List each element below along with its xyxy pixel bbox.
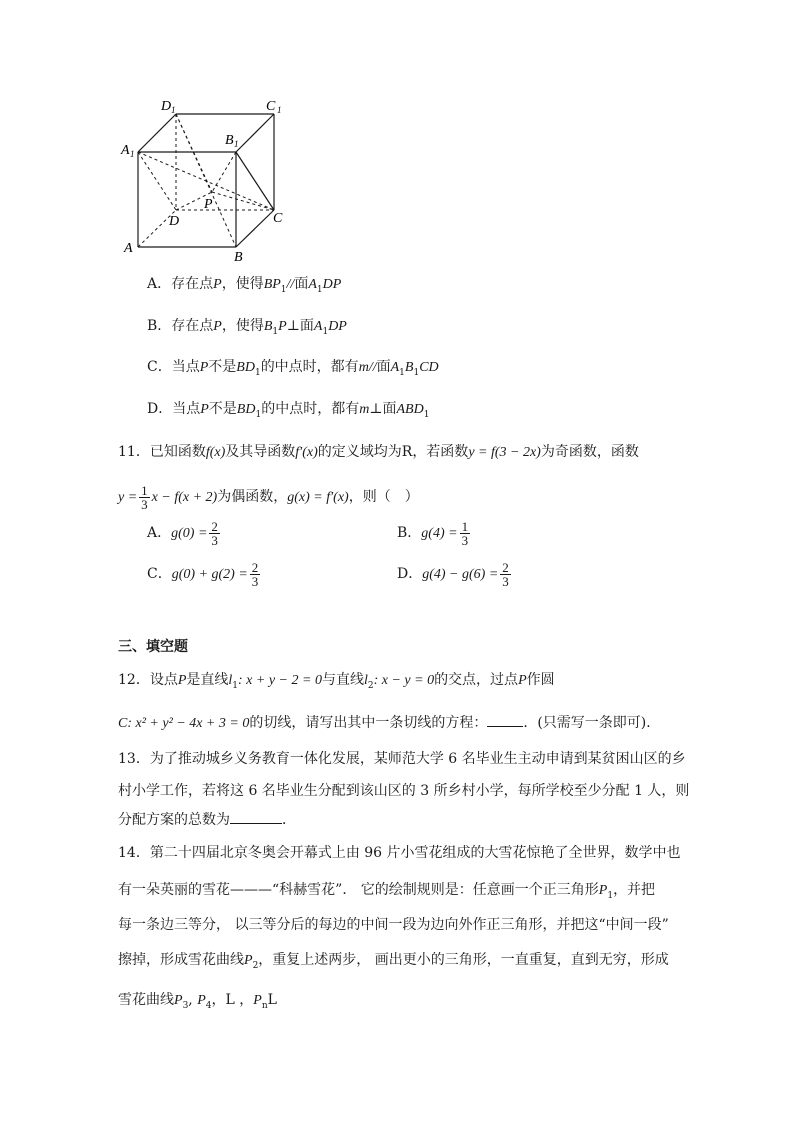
q10-option-b: B．存在点P，使得$B_1P\perp$面$A_1DP$ [147, 318, 347, 337]
q13-line1: 13．为了推动城乡义务教育一体化发展，某师范大学 6 名毕业生主动申请到某贫困山区的乡 [118, 751, 686, 767]
label-D1-sub: 1 [171, 105, 176, 115]
section-title: 三、填空题 [118, 639, 188, 655]
label-C1-sub: 1 [277, 105, 282, 115]
q11-option-b: B．g(4) = $\frac{1}{3}$ [397, 518, 469, 548]
q14-line3: 每一条边三等分， 以三等分后的每边的中间一段为边向外作正三角形，并把这“中间一段” [118, 917, 669, 933]
q12-line1: 12．设点P是直线$l_1$: x + y − 2 = 0与直线$l_2$: x − y = 0的交点，过点P作圆 [118, 672, 555, 691]
q11-option-d: D．g(4) − g(6) = $\frac{2}{3}$ [397, 559, 509, 589]
label-B1-sub: 1 [234, 139, 239, 149]
label-C1: C [266, 99, 276, 114]
label-A1-sub: 1 [130, 149, 135, 159]
label-A: A [124, 241, 133, 256]
answer-blank[interactable] [487, 712, 523, 727]
q10-option-c: C．当点P不是$BD_1$的中点时，都有m//面$A_1B_1CD$ [147, 359, 439, 378]
q10-option-d: D．当点P不是$BD_1$的中点时，都有m⊥面$ABD_1$ [147, 401, 430, 420]
label-B: B [234, 250, 243, 264]
fraction: $\frac{1}{3}$ [141, 482, 148, 512]
q11-option-c: C．g(0) + g(2) = $\frac{2}{3}$ [147, 559, 259, 589]
label-P: P [204, 197, 213, 212]
q11-line2: y = $\frac{1}{3}$ x − f(x + 2)为偶函数，g(x) = f′(x)，则（ ） [118, 482, 419, 512]
q11-line1: 11．已知函数f(x)及其导函数f′(x)的定义域均为R，若函数y = f(3 − 2x)为奇函数，函数 [118, 444, 639, 460]
q13-line2: 村小学工作，若将这 6 名毕业生分配到该山区的 3 所乡村小学，每所学校至少分配 1 人，则 [118, 783, 690, 799]
cube-figure [118, 92, 298, 264]
q14-line4: 擦掉，形成雪花曲线$P_2$，重复上述两步， 画出更小的三角形，一直重复，直到无穷，形成 [118, 952, 669, 971]
label-D: D [169, 214, 180, 229]
label-B1: B [225, 133, 234, 148]
q12-line2: C: x² + y² − 4x + 3 = 0的切线，请写出其中一条切线的方程： ．(只需写一条即可)． [118, 712, 660, 734]
q10-option-a: A．存在点P，使得$BP_1//$面$A_1DP$ [147, 276, 342, 295]
label-D1: D [161, 99, 172, 114]
label-C: C [273, 211, 283, 226]
q14-line5: 雪花曲线$P_3$, $P_4$，L ，$P_nL$ [118, 992, 277, 1011]
q11-option-a: A．g(0) = $\frac{2}{3}$ [147, 518, 218, 548]
answer-blank[interactable] [230, 809, 282, 824]
q14-line2: 有一朵英丽的雪花———“科赫雪花”． 它的绘制规则是：任意画一个正三角形$P_1$，并把 [118, 882, 656, 901]
label-A1: A [121, 143, 130, 158]
q13-line3: 分配方案的总数为 ． [118, 809, 296, 830]
q14-line1: 14．第二十四届北京冬奥会开幕式上由 96 片小雪花组成的大雪花惊艳了全世界，数学中也 [118, 845, 681, 861]
